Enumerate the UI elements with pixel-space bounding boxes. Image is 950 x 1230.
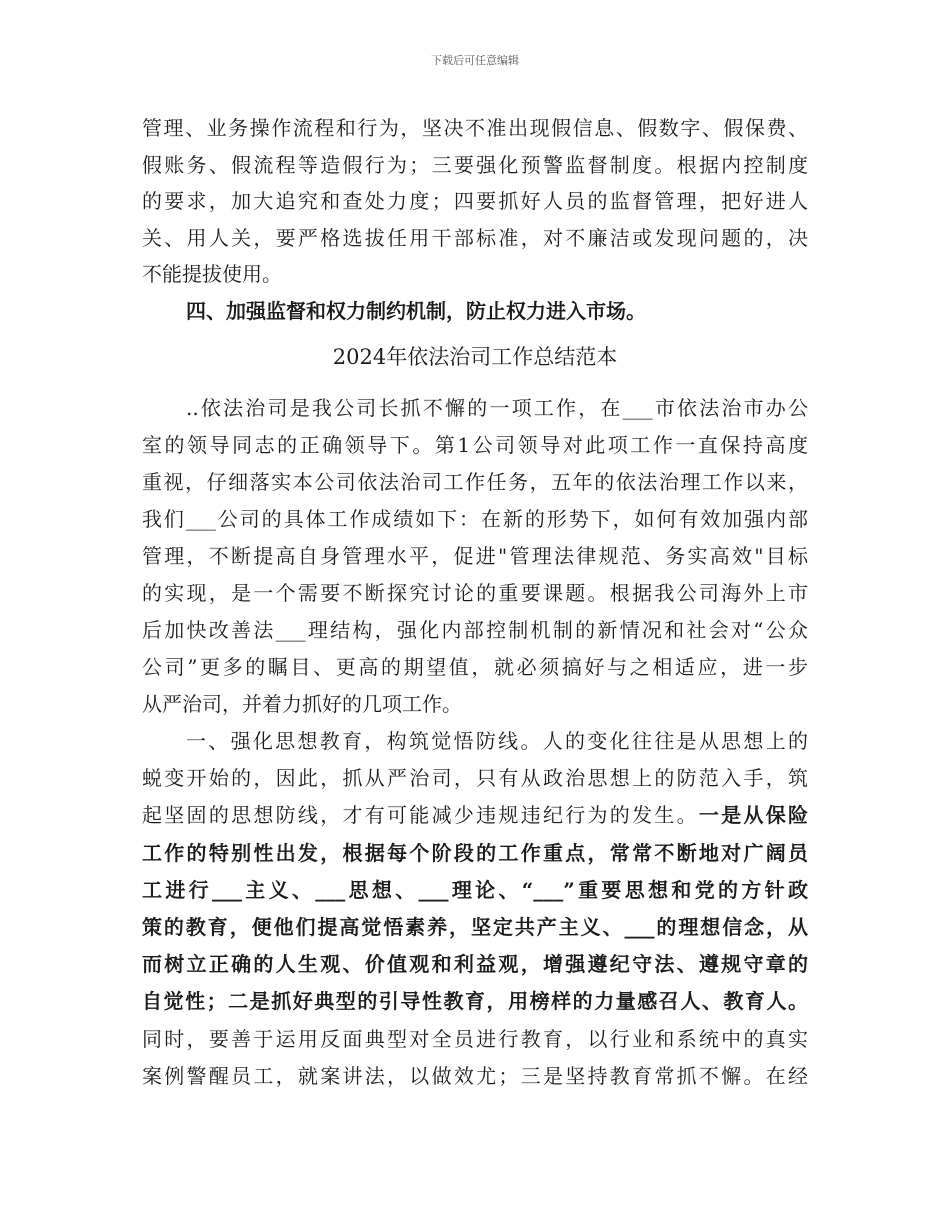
section-heading: 四、加强监督和权力制约机制，防止权力进入市场。 <box>186 298 646 323</box>
text-line: 重视，仔细落实本公司依法治司工作任务，五年的依法治理工作以来， <box>142 469 808 494</box>
bold-text-line: 自觉性；二是抓好典型的引导性教育，用榜样的力量感召人、教育人。 <box>142 989 808 1014</box>
text-line: 不能提拔使用。 <box>142 262 282 287</box>
text-line: 假账务、假流程等造假行为；三要强化预警监督制度。根据内控制度 <box>142 152 808 177</box>
continued-paragraph <box>142 110 808 330</box>
bold-text: 一是从保险 <box>698 803 809 828</box>
text-line: 后加快改善法___理结构，强化内部控制机制的新情况和社会对“公众 <box>142 617 808 642</box>
text-line: 一、强化思想教育，构筑觉悟防线。人的变化往往是从思想上的 <box>186 729 808 753</box>
text-line: 案例警醒员工，就案讲法，以做效尤；三是坚持教育常抓不懈。在经 <box>142 1063 808 1088</box>
text-line: 从严治司，并着力抓好的几项工作。 <box>142 691 462 716</box>
text-line: 的要求，加大追究和查处力度；四要抓好人员的监督管理，把好进人 <box>142 189 808 214</box>
regular-text: 起坚固的思想防线，才有可能减少违规违纪行为的发生。 <box>142 803 699 828</box>
page-header-note: 下载后可任意编辑 <box>431 54 519 67</box>
text-line: 同时，要善于运用反面典型对全员进行教育，以行业和系统中的真实 <box>142 1026 808 1051</box>
bold-text-line: 工作的特别性出发，根据每个阶段的工作重点，常常不断地对广阔员 <box>142 840 808 865</box>
text-line: 公司”更多的瞩目、更高的期望值，就必须搞好与之相适应，进一步 <box>142 654 808 679</box>
document-title: 2024年依法治司工作总结范本 <box>332 345 618 369</box>
mixed-text-line <box>142 797 808 834</box>
text-line: 蜕变开始的，因此，抓从严治司，只有从政治思想上的防范入手，筑 <box>142 766 808 791</box>
intro-paragraph <box>142 390 808 723</box>
text-line: 关、用人关，要严格选拔任用干部标准，对不廉洁或发现问题的，决 <box>142 225 808 250</box>
bold-text-line: 策的教育，便他们提高觉悟素养，坚定共产主义、___的理想信念，从 <box>142 914 808 939</box>
text-line: 管理，不断提高自身管理水平，促进"管理法律规范、务实高效"目标 <box>142 543 808 568</box>
text-line: ..依法治司是我公司长抓不懈的一项工作，在___市依法治市办公 <box>186 395 808 420</box>
section-one-paragraph <box>142 723 808 1095</box>
text-line: 室的领导同志的正确领导下。第1公司领导对此项工作一直保持高度 <box>142 432 808 457</box>
bold-text-line: 而树立正确的人生观、价值观和利益观，增强遵纪守法、遵规守章的 <box>142 952 808 977</box>
text-line: 的实现，是一个需要不断探究讨论的重要课题。根据我公司海外上市 <box>142 580 808 605</box>
bold-text-line: 工进行___主义、___思想、___理论、“___”重要思想和党的方针政 <box>142 877 808 902</box>
text-line: 管理、业务操作流程和行为，坚决不准出现假信息、假数字、假保费、 <box>142 116 808 140</box>
text-line: 我们___公司的具体工作成绩如下：在新的形势下，如何有效加强内部 <box>142 506 808 531</box>
